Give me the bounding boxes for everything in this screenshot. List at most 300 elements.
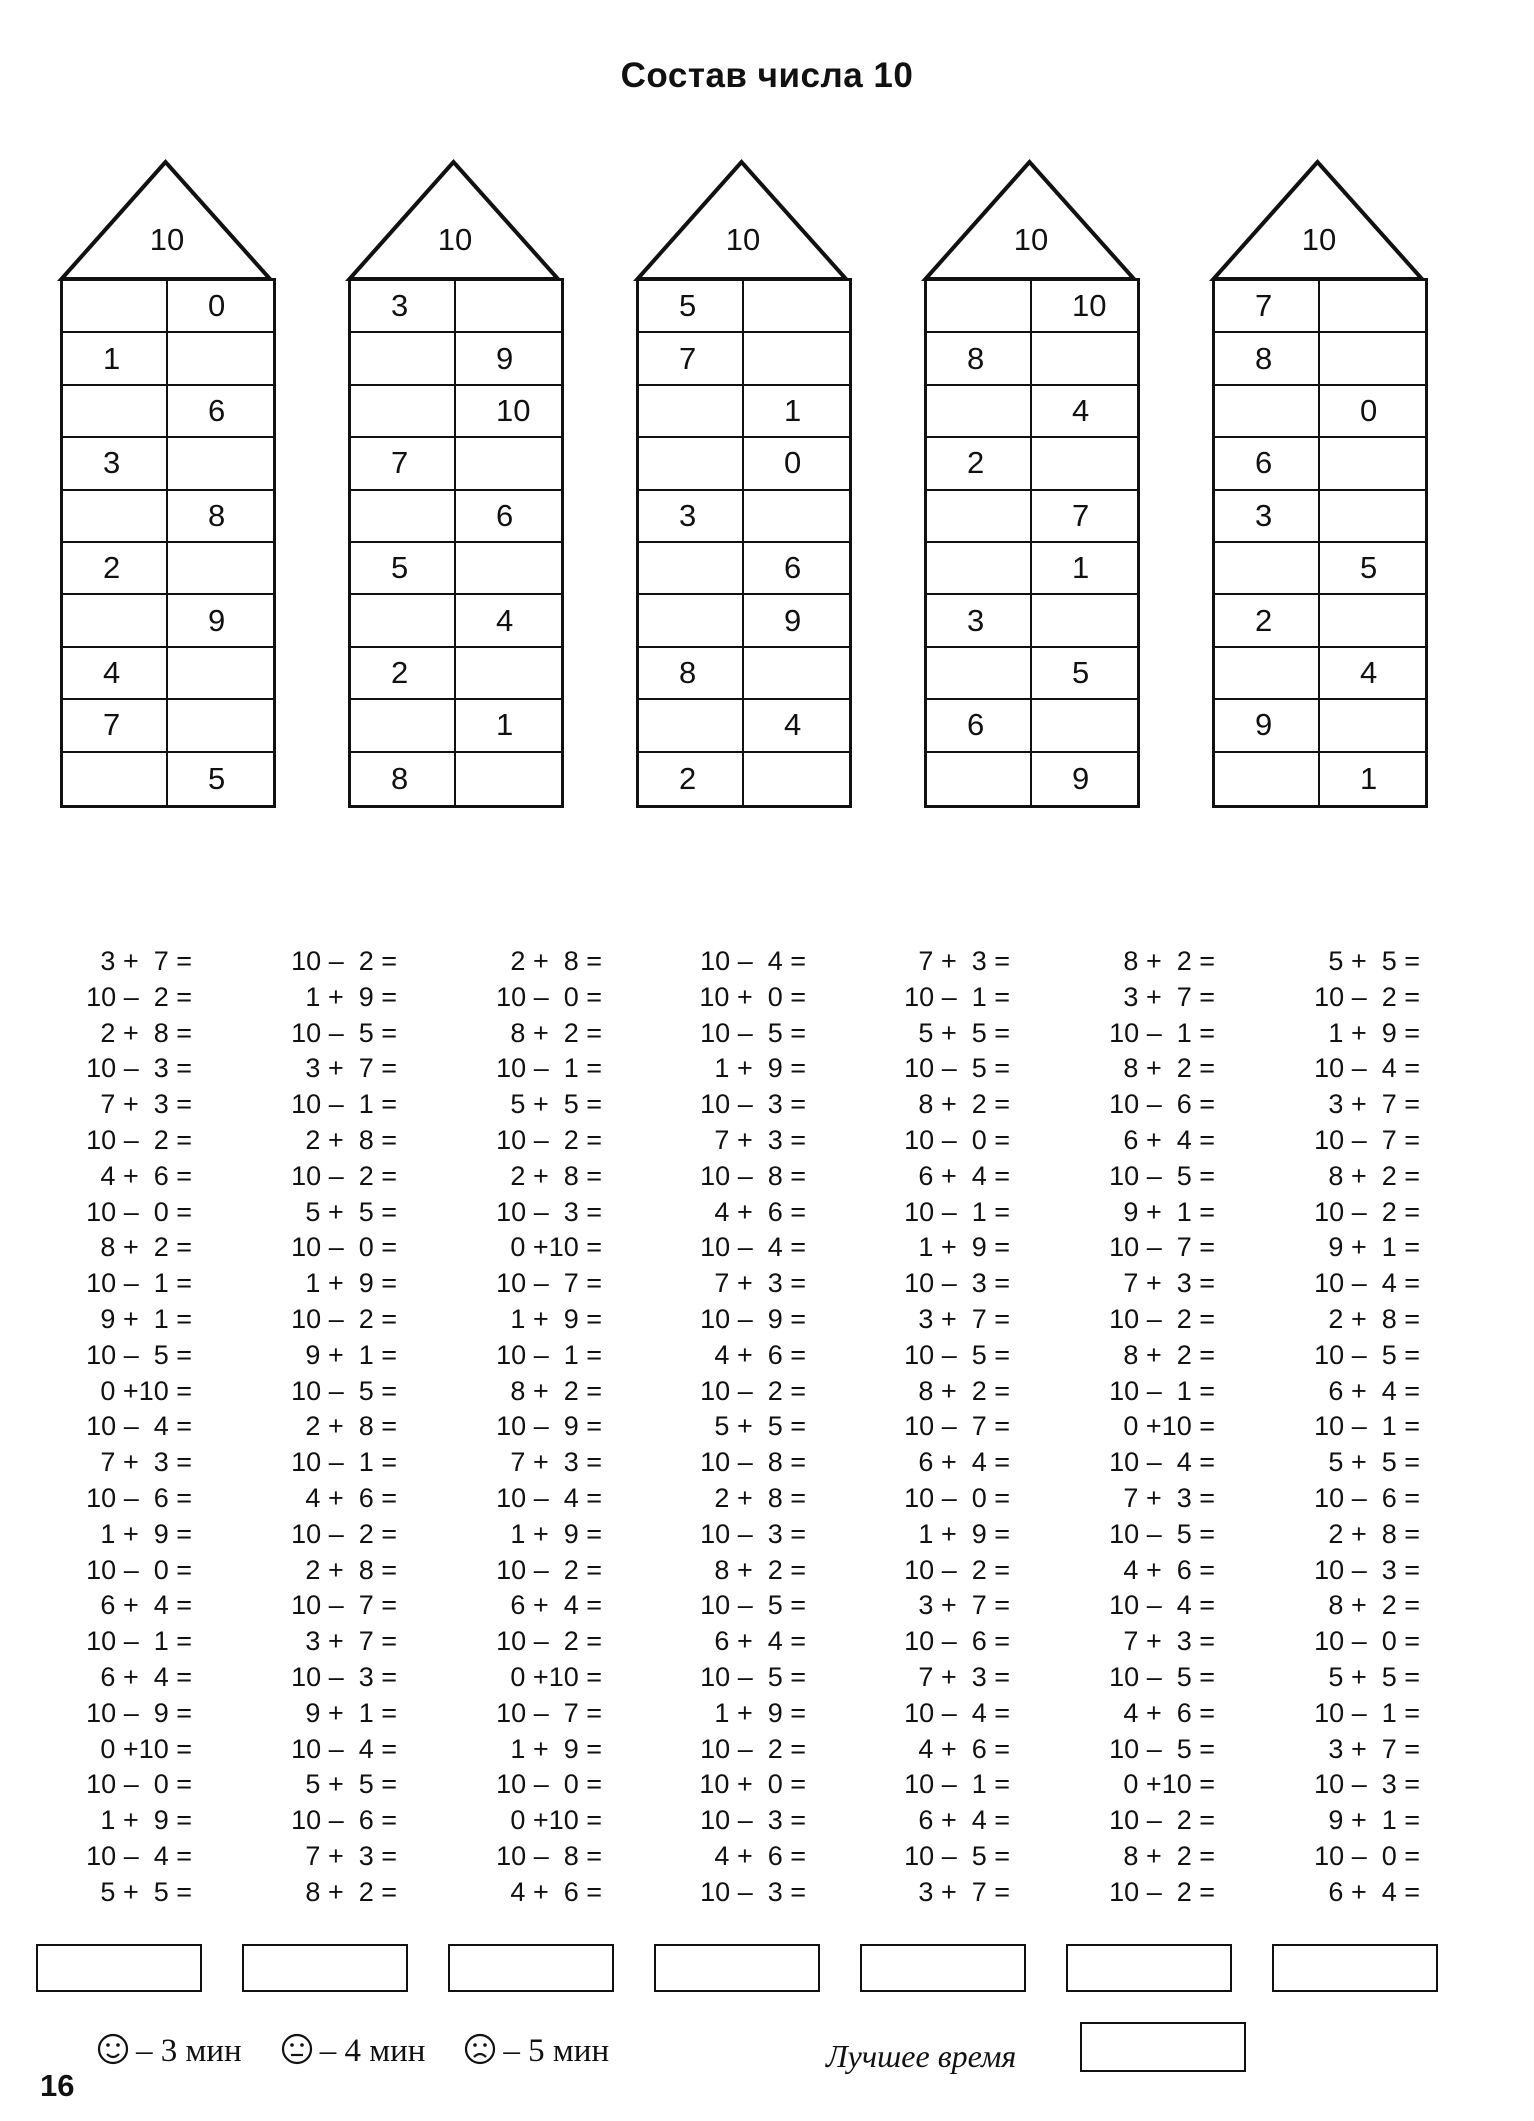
example: 4 + 6 = xyxy=(714,1196,806,1227)
number-cell: 6 xyxy=(1215,438,1320,490)
page-title: Состав числа 10 xyxy=(620,56,914,95)
example: 10 – 3 = xyxy=(700,1876,806,1907)
number-cell: 3 xyxy=(639,491,744,543)
blank-cell[interactable] xyxy=(639,543,744,595)
example: 1 + 9 = xyxy=(510,1303,602,1334)
blank-cell[interactable] xyxy=(1320,333,1425,385)
number-cell: 2 xyxy=(351,648,456,700)
number-cell: 2 xyxy=(1215,595,1320,647)
time-box[interactable] xyxy=(242,1944,408,1992)
number-cell: 6 xyxy=(744,543,849,595)
example: 10 – 2 = xyxy=(1314,981,1420,1012)
blank-cell[interactable] xyxy=(639,595,744,647)
number-cell: 6 xyxy=(456,491,561,543)
example: 10 – 1 = xyxy=(904,981,1010,1012)
example: 10 – 2 = xyxy=(86,1124,192,1155)
example: 9 + 1 = xyxy=(1328,1232,1420,1263)
legend-text: – 5 мин xyxy=(503,2033,610,2069)
example: 3 + 7 = xyxy=(918,1303,1010,1334)
number-cell: 2 xyxy=(63,543,168,595)
house-grid xyxy=(1212,278,1428,808)
example: 10 – 1 = xyxy=(1109,1017,1215,1048)
house-grid xyxy=(60,278,276,808)
blank-cell[interactable] xyxy=(744,281,849,333)
number-cell: 8 xyxy=(351,753,456,805)
number-cell: 1 xyxy=(1360,760,1378,796)
example: 3 + 7 = xyxy=(100,946,192,976)
example: 10 – 5 = xyxy=(1109,1160,1215,1191)
blank-cell[interactable] xyxy=(456,281,561,333)
example: 1 + 9 = xyxy=(918,1518,1010,1549)
example: 10 – 5 = xyxy=(904,1053,1010,1084)
example: 7 + 3 = xyxy=(714,1124,806,1155)
example: 10 – 4 = xyxy=(700,1232,806,1263)
number-cell: 4 xyxy=(63,648,168,700)
example: 2 + 8 = xyxy=(100,1017,192,1048)
example: 10 – 1 = xyxy=(86,1626,192,1657)
example: 4 + 6 = xyxy=(1123,1554,1215,1585)
example: 10 – 0 = xyxy=(86,1769,192,1800)
blank-cell[interactable] xyxy=(1215,648,1320,700)
blank-cell[interactable] xyxy=(1032,438,1137,490)
example: 10 – 1 = xyxy=(1109,1375,1215,1406)
example: 10 – 2 = xyxy=(1314,1196,1420,1227)
example: 0 +10 = xyxy=(510,1661,602,1692)
blank-cell[interactable] xyxy=(1320,595,1425,647)
house-roof xyxy=(60,160,274,280)
example: 4 + 6 = xyxy=(714,1339,806,1370)
example: 4 + 6 = xyxy=(714,1840,806,1871)
blank-cell[interactable] xyxy=(456,648,561,700)
example: 10 – 2 = xyxy=(291,1303,397,1334)
example: 3 + 7 = xyxy=(1328,1733,1420,1764)
example: 10 – 4 = xyxy=(904,1697,1010,1728)
example: 6 + 4 = xyxy=(1328,1375,1420,1406)
example: 10 – 2 = xyxy=(1109,1876,1215,1907)
blank-cell[interactable] xyxy=(744,648,849,700)
example: 3 + 7 = xyxy=(918,1876,1010,1907)
blank-cell[interactable] xyxy=(1215,543,1320,595)
example: 10 – 5 = xyxy=(1314,1339,1420,1370)
example: 10 – 5 = xyxy=(904,1840,1010,1871)
example: 0 +10 = xyxy=(1123,1769,1215,1800)
example: 10 – 3 = xyxy=(86,1053,192,1084)
time-legend xyxy=(96,2032,647,2070)
example: 8 + 2 = xyxy=(100,1232,192,1263)
frown-icon xyxy=(463,2032,497,2066)
examples-area xyxy=(52,944,1482,1907)
number-cell: 4 xyxy=(456,595,561,647)
house-grid xyxy=(924,278,1140,808)
example: 10 – 5 = xyxy=(1109,1733,1215,1764)
example: 10 – 9 = xyxy=(86,1697,192,1728)
house-grid xyxy=(348,278,564,808)
example: 9 + 1 = xyxy=(1328,1805,1420,1836)
number-cell: 0 xyxy=(168,281,273,333)
blank-cell[interactable] xyxy=(744,491,849,543)
blank-cell[interactable] xyxy=(927,386,1032,438)
example: 1 + 9 = xyxy=(100,1805,192,1836)
best-time-box[interactable] xyxy=(1080,2022,1246,2072)
example: 10 – 2 = xyxy=(1109,1805,1215,1836)
example: 8 + 2 = xyxy=(1328,1590,1420,1621)
example: 10 – 7 = xyxy=(1109,1232,1215,1263)
example: 10 – 4 = xyxy=(700,946,806,976)
number-cell: 3 xyxy=(1215,491,1320,543)
number-cell: 0 xyxy=(744,438,849,490)
example: 10 – 5 = xyxy=(1109,1661,1215,1692)
example: 10 – 4 = xyxy=(1109,1590,1215,1621)
house-roof xyxy=(348,160,562,280)
example: 9 + 1 = xyxy=(100,1303,192,1334)
roof-number: 10 xyxy=(437,222,473,257)
example: 10 – 1 = xyxy=(904,1769,1010,1800)
example: 5 + 5 = xyxy=(1328,1661,1420,1692)
example: 8 + 2 = xyxy=(510,1375,602,1406)
example: 10 + 0 = xyxy=(699,981,806,1012)
blank-cell[interactable] xyxy=(927,281,1032,333)
example: 10 – 5 = xyxy=(291,1375,397,1406)
number-cell: 7 xyxy=(1215,281,1320,333)
example: 7 + 3 = xyxy=(714,1268,806,1299)
example: 10 – 2 = xyxy=(904,1554,1010,1585)
example: 10 – 8 = xyxy=(496,1840,602,1871)
example: 10 – 6 = xyxy=(904,1626,1010,1657)
time-box[interactable] xyxy=(654,1944,820,1992)
example-column xyxy=(257,944,457,1911)
example: 10 – 3 = xyxy=(700,1805,806,1836)
time-box[interactable] xyxy=(1272,1944,1438,1992)
best-time-label: Лучшее время xyxy=(826,2038,1017,2074)
example-column xyxy=(462,944,662,1911)
number-cell: 6 xyxy=(168,386,273,438)
example: 10 – 6 = xyxy=(1314,1482,1420,1513)
blank-cell[interactable] xyxy=(1215,386,1320,438)
example: 0 +10 = xyxy=(510,1805,602,1836)
number-cell: 0 xyxy=(1320,386,1425,438)
example: 3 + 7 = xyxy=(1123,981,1215,1012)
blank-cell[interactable] xyxy=(1032,595,1137,647)
example: 8 + 2 = xyxy=(1123,1840,1215,1871)
example: 5 + 5 = xyxy=(305,1196,397,1227)
example: 7 + 3 = xyxy=(1123,1482,1215,1513)
blank-cell[interactable] xyxy=(63,595,168,647)
blank-cell[interactable] xyxy=(456,438,561,490)
neutral-icon xyxy=(280,2032,314,2066)
number-cell: 6 xyxy=(927,700,1032,752)
example: 10 – 4 = xyxy=(86,1840,192,1871)
blank-cell[interactable] xyxy=(351,700,456,752)
legend-text: – 4 мин xyxy=(319,2033,426,2069)
house-roof xyxy=(1212,160,1426,280)
number-house xyxy=(348,160,562,810)
example: 5 + 5 = xyxy=(1328,946,1420,976)
answer-time-boxes xyxy=(36,1944,1476,1992)
example: 3 + 7 = xyxy=(1328,1089,1420,1120)
number-cell: 5 xyxy=(639,281,744,333)
example: 10 – 3 = xyxy=(1314,1554,1420,1585)
example: 10 – 3 = xyxy=(291,1661,397,1692)
example: 0 +10 = xyxy=(100,1733,192,1764)
example: 9 + 1 = xyxy=(305,1697,397,1728)
blank-cell[interactable] xyxy=(168,543,273,595)
example: 6 + 4 = xyxy=(100,1590,192,1621)
example: 3 + 7 = xyxy=(918,1590,1010,1621)
example: 10 – 3 = xyxy=(700,1518,806,1549)
example: 8 + 2 = xyxy=(1123,1053,1215,1084)
example: 10 – 7 = xyxy=(1314,1124,1420,1155)
blank-cell[interactable] xyxy=(168,333,273,385)
blank-cell[interactable] xyxy=(1032,700,1137,752)
example: 8 + 2 = xyxy=(918,1375,1010,1406)
example: 5 + 5 = xyxy=(510,1089,602,1120)
example: 1 + 9 = xyxy=(1328,1017,1420,1048)
blank-cell[interactable] xyxy=(456,543,561,595)
blank-cell[interactable] xyxy=(456,753,561,805)
example: 5 + 5 = xyxy=(714,1411,806,1442)
example: 10 – 1 = xyxy=(291,1447,397,1478)
example: 10 – 4 = xyxy=(1109,1447,1215,1478)
page-number: 16 xyxy=(40,2068,75,2103)
blank-cell[interactable] xyxy=(1032,333,1137,385)
example: 5 + 5 = xyxy=(100,1876,192,1907)
example: 10 – 1 = xyxy=(291,1089,397,1120)
example: 2 + 8 = xyxy=(305,1554,397,1585)
blank-cell[interactable] xyxy=(1320,700,1425,752)
example-column xyxy=(1280,944,1480,1911)
time-box[interactable] xyxy=(860,1944,1026,1992)
blank-cell[interactable] xyxy=(1215,753,1320,805)
example: 3 + 7 = xyxy=(305,1626,397,1657)
number-house xyxy=(1212,160,1426,810)
example: 6 + 4 = xyxy=(100,1661,192,1692)
example: 0 +10 = xyxy=(510,1232,602,1263)
number-house xyxy=(636,160,850,810)
example: 5 + 5 = xyxy=(918,1017,1010,1048)
house-roof xyxy=(636,160,850,280)
example: 10 – 2 = xyxy=(496,1554,602,1585)
example: 10 – 7 = xyxy=(496,1268,602,1299)
example: 10 – 2 = xyxy=(1109,1303,1215,1334)
number-cell: 8 xyxy=(639,648,744,700)
time-box[interactable] xyxy=(36,1944,202,1992)
blank-cell[interactable] xyxy=(744,333,849,385)
blank-cell[interactable] xyxy=(639,386,744,438)
example: 2 + 8 = xyxy=(714,1482,806,1513)
number-cell: 9 xyxy=(1072,760,1090,796)
blank-cell[interactable] xyxy=(63,753,168,805)
example: 4 + 6 = xyxy=(1123,1697,1215,1728)
example: 10 – 5 = xyxy=(291,1017,397,1048)
example: 6 + 4 = xyxy=(1328,1876,1420,1907)
example: 6 + 4 = xyxy=(918,1447,1010,1478)
example: 0 +10 = xyxy=(100,1375,192,1406)
example: 10 – 1 = xyxy=(496,1339,602,1370)
blank-cell[interactable] xyxy=(351,491,456,543)
example-column xyxy=(870,944,1070,1911)
example: 0 +10 = xyxy=(1123,1411,1215,1442)
example: 3 + 7 = xyxy=(305,1053,397,1084)
number-cell: 4 xyxy=(1032,386,1137,438)
blank-cell[interactable] xyxy=(63,281,168,333)
blank-cell[interactable] xyxy=(1320,491,1425,543)
example: 1 + 9 = xyxy=(305,1268,397,1299)
blank-cell[interactable] xyxy=(927,491,1032,543)
example: 10 – 2 = xyxy=(496,1124,602,1155)
blank-cell[interactable] xyxy=(168,438,273,490)
roof-number: 10 xyxy=(149,222,185,257)
example: 6 + 4 = xyxy=(510,1590,602,1621)
number-cell: 9 xyxy=(456,333,561,385)
example: 6 + 4 = xyxy=(918,1160,1010,1191)
number-cell: 3 xyxy=(351,281,456,333)
roof-number: 10 xyxy=(1301,222,1337,257)
example: 8 + 2 = xyxy=(1123,1339,1215,1370)
number-cell: 9 xyxy=(744,595,849,647)
number-cell: 9 xyxy=(1215,700,1320,752)
example: 10 – 0 = xyxy=(86,1554,192,1585)
example: 2 + 8 = xyxy=(305,1411,397,1442)
number-house xyxy=(924,160,1138,810)
example: 2 + 8 = xyxy=(510,946,602,976)
example: 10 – 3 = xyxy=(496,1196,602,1227)
example: 10 – 4 = xyxy=(1314,1268,1420,1299)
number-cell: 8 xyxy=(1215,333,1320,385)
legend-item xyxy=(96,2033,242,2069)
roof-number: 10 xyxy=(725,222,761,257)
example: 9 + 1 = xyxy=(1123,1196,1215,1227)
number-cell: 10 xyxy=(456,386,561,438)
example: 10 – 0 = xyxy=(291,1232,397,1263)
number-cell: 9 xyxy=(168,595,273,647)
example: 10 – 4 = xyxy=(1314,1053,1420,1084)
blank-cell[interactable] xyxy=(744,753,849,805)
example: 2 + 8 = xyxy=(510,1160,602,1191)
house-grid xyxy=(636,278,852,808)
number-cell: 1 xyxy=(63,333,168,385)
example: 10 – 5 = xyxy=(86,1339,192,1370)
example: 8 + 2 = xyxy=(714,1554,806,1585)
blank-cell[interactable] xyxy=(351,386,456,438)
number-cell: 8 xyxy=(927,333,1032,385)
example: 10 – 1 = xyxy=(86,1268,192,1299)
example: 10 + 0 = xyxy=(699,1769,806,1800)
time-box[interactable] xyxy=(448,1944,614,1992)
blank-cell[interactable] xyxy=(168,648,273,700)
example: 4 + 6 = xyxy=(510,1876,602,1907)
example: 4 + 6 = xyxy=(100,1160,192,1191)
number-cell: 7 xyxy=(351,438,456,490)
blank-cell[interactable] xyxy=(639,700,744,752)
example: 10 – 2 = xyxy=(86,981,192,1012)
example: 10 – 0 = xyxy=(1314,1626,1420,1657)
example: 10 – 3 = xyxy=(1314,1769,1420,1800)
example: 10 – 1 = xyxy=(496,1053,602,1084)
blank-cell[interactable] xyxy=(927,753,1032,805)
number-cell: 4 xyxy=(744,700,849,752)
legend-item xyxy=(463,2033,609,2069)
blank-cell[interactable] xyxy=(168,700,273,752)
example: 10 – 9 = xyxy=(496,1411,602,1442)
example: 4 + 6 = xyxy=(305,1482,397,1513)
blank-cell[interactable] xyxy=(639,438,744,490)
number-houses xyxy=(60,160,1480,810)
example: 8 + 2 = xyxy=(305,1876,397,1907)
example: 10 – 4 = xyxy=(291,1733,397,1764)
blank-cell[interactable] xyxy=(927,543,1032,595)
legend-item xyxy=(280,2033,426,2069)
example: 8 + 2 = xyxy=(1123,946,1215,976)
house-roof xyxy=(924,160,1138,280)
number-cell: 5 xyxy=(1320,543,1425,595)
example: 9 + 1 = xyxy=(305,1339,397,1370)
example: 1 + 9 = xyxy=(918,1232,1010,1263)
example-column xyxy=(52,944,252,1911)
number-cell: 5 xyxy=(208,760,226,796)
example: 10 – 6 = xyxy=(291,1805,397,1836)
number-house xyxy=(60,160,274,810)
time-box[interactable] xyxy=(1066,1944,1232,1992)
blank-cell[interactable] xyxy=(1320,438,1425,490)
example: 10 – 4 = xyxy=(496,1482,602,1513)
example: 10 – 8 = xyxy=(700,1160,806,1191)
example: 4 + 6 = xyxy=(918,1733,1010,1764)
example: 2 + 8 = xyxy=(305,1124,397,1155)
example: 2 + 8 = xyxy=(1328,1303,1420,1334)
blank-cell[interactable] xyxy=(927,648,1032,700)
number-cell: 1 xyxy=(744,386,849,438)
example: 10 – 8 = xyxy=(700,1447,806,1478)
blank-cell[interactable] xyxy=(351,595,456,647)
example: 8 + 2 = xyxy=(1328,1160,1420,1191)
example: 10 – 2 = xyxy=(291,1160,397,1191)
blank-cell[interactable] xyxy=(63,386,168,438)
example: 1 + 9 = xyxy=(510,1733,602,1764)
number-cell: 2 xyxy=(927,438,1032,490)
blank-cell[interactable] xyxy=(1320,281,1425,333)
example: 10 – 0 = xyxy=(496,1769,602,1800)
number-cell: 4 xyxy=(1320,648,1425,700)
example: 10 – 2 = xyxy=(496,1626,602,1657)
example: 10 – 0 = xyxy=(1314,1840,1420,1871)
number-cell: 2 xyxy=(639,753,744,805)
example: 8 + 2 = xyxy=(918,1089,1010,1120)
example: 1 + 9 = xyxy=(305,981,397,1012)
example: 10 – 1 = xyxy=(904,1196,1010,1227)
example: 10 – 7 = xyxy=(291,1590,397,1621)
number-cell: 7 xyxy=(63,700,168,752)
example: 10 – 5 = xyxy=(1109,1518,1215,1549)
example: 10 – 2 = xyxy=(700,1375,806,1406)
example: 2 + 8 = xyxy=(1328,1518,1420,1549)
blank-cell[interactable] xyxy=(351,333,456,385)
number-cell: 5 xyxy=(1032,648,1137,700)
example: 7 + 3 = xyxy=(918,946,1010,976)
example: 6 + 4 = xyxy=(918,1805,1010,1836)
blank-cell[interactable] xyxy=(63,491,168,543)
example: 7 + 3 = xyxy=(510,1447,602,1478)
example: 6 + 4 = xyxy=(1123,1124,1215,1155)
example: 7 + 3 = xyxy=(100,1089,192,1120)
example: 10 – 0 = xyxy=(496,981,602,1012)
example: 10 – 1 = xyxy=(1314,1411,1420,1442)
example: 10 – 1 = xyxy=(1314,1697,1420,1728)
example: 10 – 9 = xyxy=(700,1303,806,1334)
example: 10 – 7 = xyxy=(496,1697,602,1728)
example: 7 + 3 = xyxy=(918,1661,1010,1692)
example: 1 + 9 = xyxy=(714,1053,806,1084)
number-cell: 3 xyxy=(63,438,168,490)
